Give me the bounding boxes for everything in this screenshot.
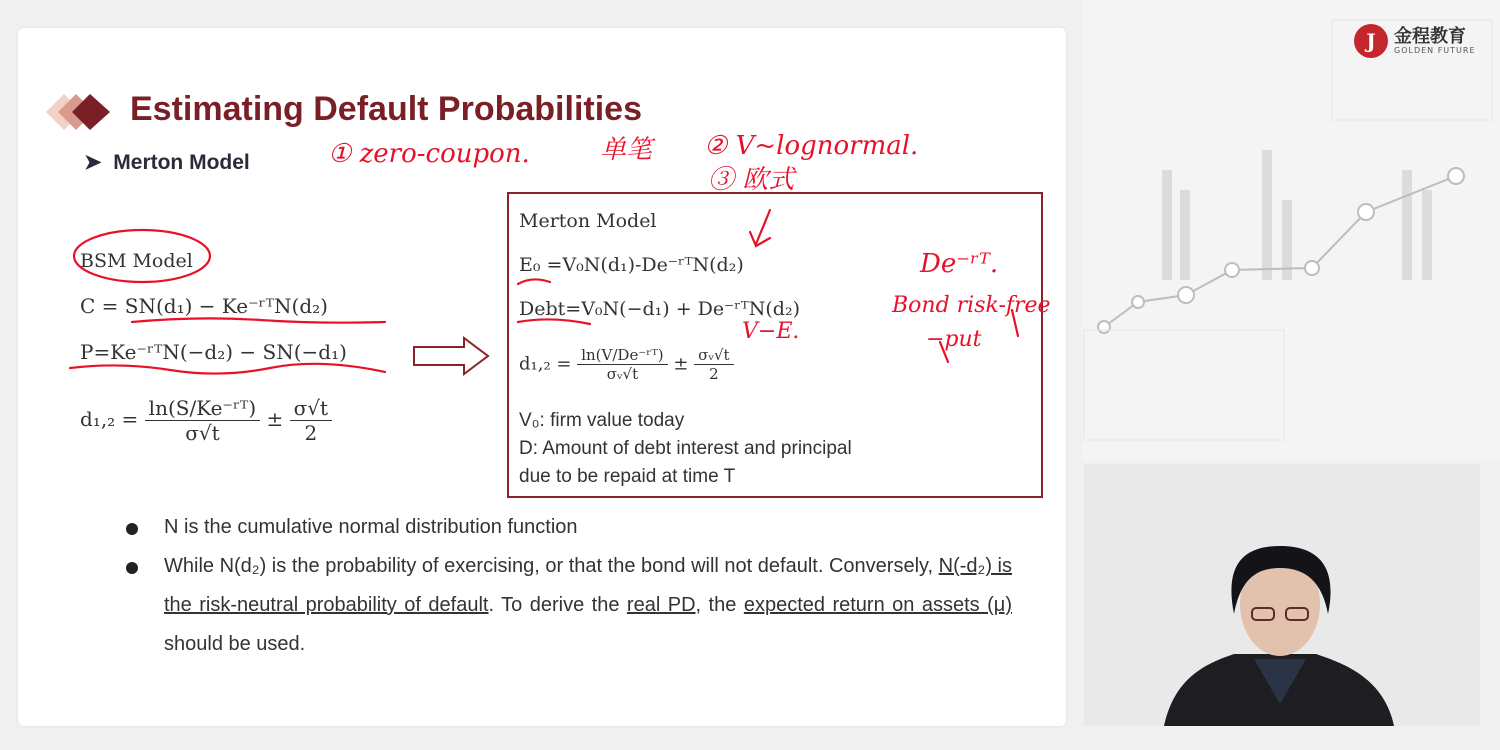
- bsm-d-formula: [80, 396, 332, 445]
- bsm-put-formula: P=Ke⁻ʳᵀN(−d₂) − SN(−d₁): [80, 340, 347, 364]
- d-fraction-1: [145, 396, 260, 445]
- presenter-icon: [1084, 464, 1480, 726]
- presenter-video: [1084, 464, 1480, 726]
- logo-text-en: GOLDEN FUTURE: [1394, 46, 1476, 55]
- equity-formula: E₀ =V₀N(d₁)-De⁻ʳᵀN(d₂): [519, 254, 744, 276]
- bullet-text-2a: While N(d₂) is the probability of exercising, or that the bond will not default. Conversely,: [164, 555, 939, 577]
- annotation-de-rt: De⁻ʳᵀ.: [920, 249, 999, 279]
- bullet-item: [122, 508, 1012, 547]
- logo-mark-icon: J: [1354, 24, 1388, 58]
- plus-minus: ±: [266, 407, 284, 431]
- d-definition-line2: due to be repaid at time T: [519, 466, 736, 487]
- merton-d-denominator: σᵥ√t: [606, 365, 639, 383]
- real-pd-phrase: real PD: [626, 594, 696, 616]
- v0-definition: V₀: firm value today: [519, 410, 685, 431]
- bullet-item: [122, 547, 1012, 664]
- risk-neutral-pd-phrase: N(-d₂) is the risk-neutral probability of default: [164, 555, 1012, 616]
- title-diamond-icon: [44, 92, 124, 132]
- d-numerator-2: σ√t: [290, 396, 332, 421]
- merton-d-formula: [519, 346, 734, 383]
- page-title: Estimating Default Probabilities: [130, 90, 642, 128]
- bullet-dot-icon: [126, 523, 138, 535]
- annotation-put: −put: [926, 327, 982, 352]
- merton-d-fraction-1: [577, 346, 667, 383]
- subtitle-text: Merton Model: [113, 151, 250, 174]
- decorative-chart-icon: [1082, 0, 1500, 460]
- merton-model-box: [507, 192, 1043, 498]
- d-denominator: σ√t: [185, 421, 220, 445]
- d-numerator: ln(S/Ke⁻ʳᵀ): [145, 396, 260, 421]
- right-arrow-icon: [412, 336, 492, 376]
- expected-return-phrase: expected return on assets (μ): [743, 594, 1012, 616]
- annotation-v-minus-e: V−E.: [742, 319, 800, 344]
- bullet-text-2d: should be used.: [164, 633, 306, 655]
- background-chart-panel: [1082, 0, 1500, 460]
- debt-formula: Debt=V₀N(−d₁) + De⁻ʳᵀN(d₂): [519, 298, 800, 320]
- bullet-text-2b: . To derive the: [488, 594, 627, 616]
- logo-text-cn: 金程教育: [1394, 26, 1466, 47]
- annotation-lognormal: ② V~lognormal.: [704, 131, 919, 161]
- bsm-call-formula: C = SN(d₁) − Ke⁻ʳᵀN(d₂): [80, 294, 328, 318]
- annotation-zero-coupon: ① zero-coupon.: [328, 139, 530, 169]
- merton-d-numerator: ln(V/De⁻ʳᵀ): [577, 346, 667, 365]
- annotation-european: ③ 欧式: [708, 165, 795, 195]
- subtitle: [84, 150, 250, 175]
- merton-d-denominator-2: 2: [709, 365, 719, 383]
- d-denominator-2: 2: [304, 421, 318, 445]
- merton-d-numerator-2: σᵥ√t: [694, 346, 733, 365]
- bullet-list: [122, 508, 1012, 664]
- bullet-dot-icon: [126, 562, 138, 574]
- merton-plus-minus: ±: [673, 353, 689, 375]
- merton-title: Merton Model: [519, 210, 657, 232]
- d-definition-line1: D: Amount of debt interest and principal: [519, 438, 852, 459]
- arrow-bullet-icon: ➤: [84, 151, 114, 174]
- d-fraction-2: [290, 396, 332, 445]
- merton-d-lhs: d₁,₂ =: [519, 353, 572, 375]
- bsm-title: BSM Model: [80, 250, 193, 272]
- bullet-text-2c: , the: [695, 594, 744, 616]
- d-lhs: d₁,₂ =: [80, 407, 139, 431]
- annotation-single: 单笔: [600, 135, 653, 165]
- annotation-bond-risk-free: Bond risk-free: [892, 293, 1051, 318]
- merton-d-fraction-2: [694, 346, 733, 383]
- brand-logo: [1354, 22, 1484, 62]
- bullet-text-1: N is the cumulative normal distribution function: [164, 516, 578, 538]
